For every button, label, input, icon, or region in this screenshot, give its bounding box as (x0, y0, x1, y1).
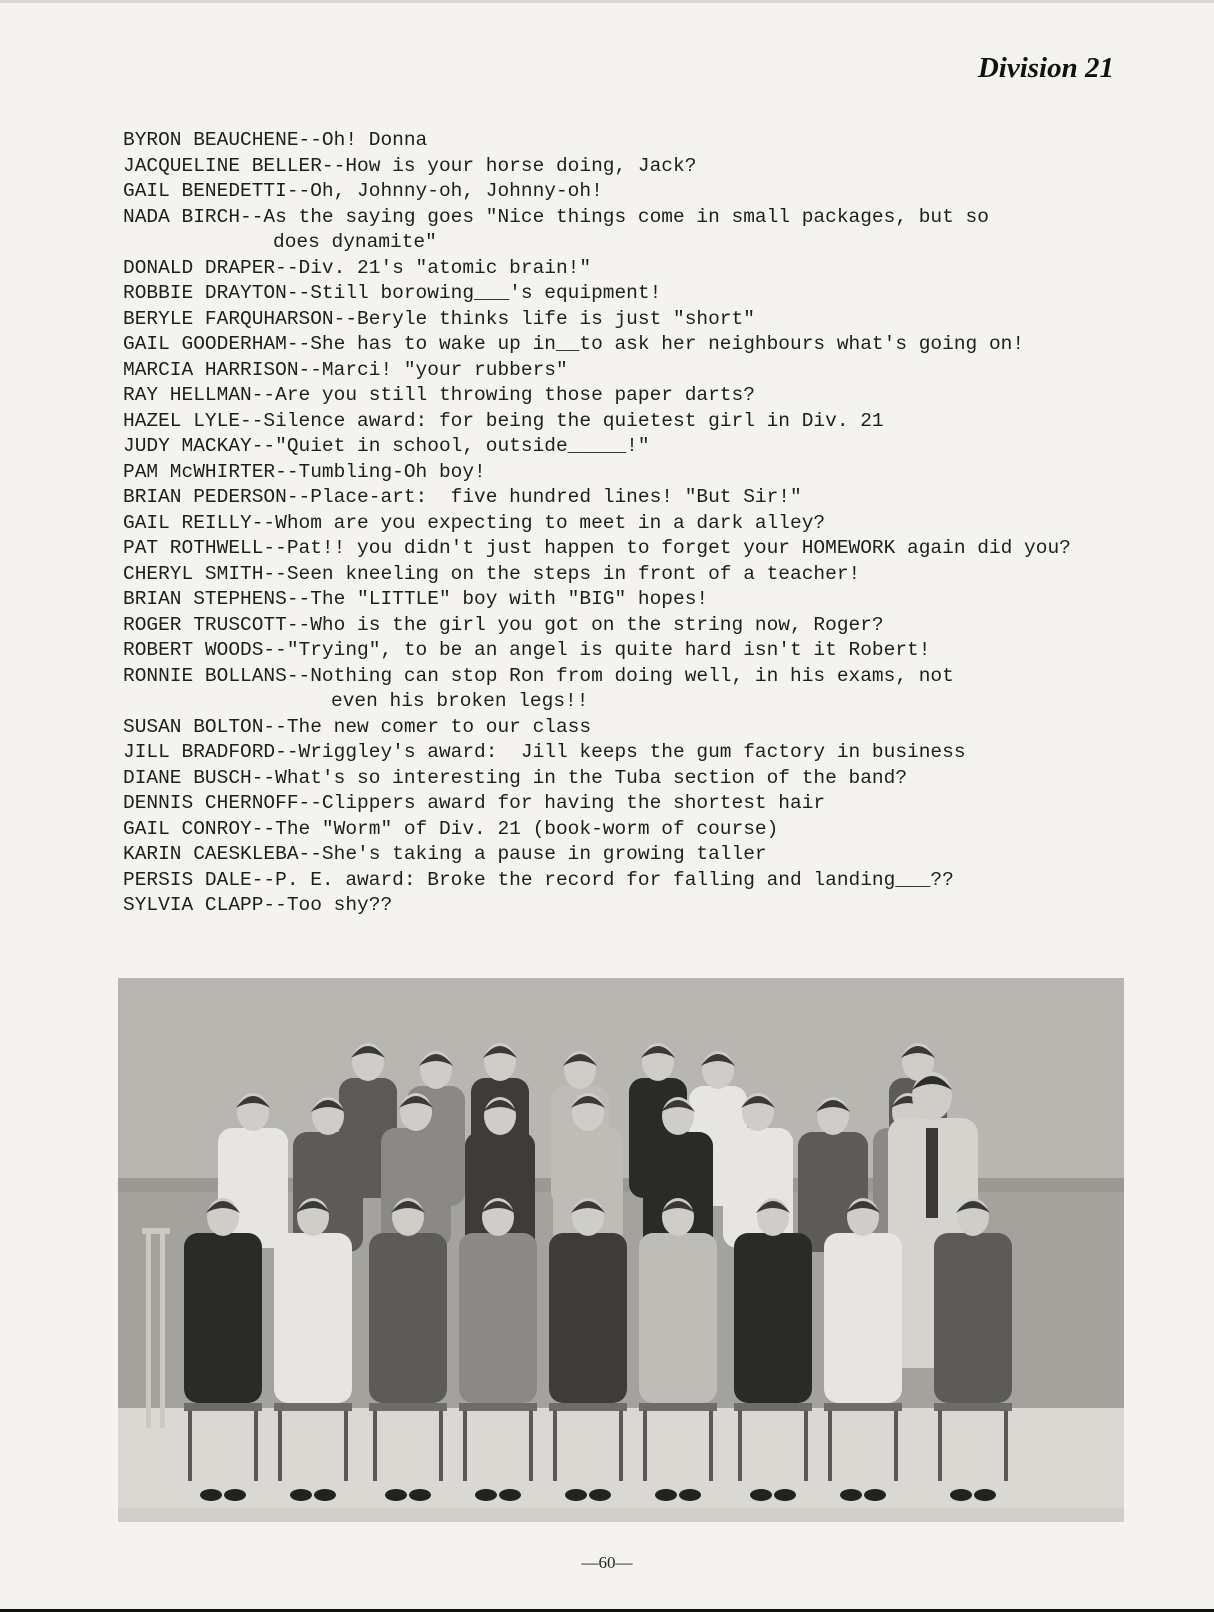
chair-leg (344, 1411, 348, 1481)
chair-leg (1004, 1411, 1008, 1481)
chair-leg (373, 1411, 377, 1481)
student-comment: BYRON BEAUCHENE--Oh! Donna (123, 129, 428, 151)
comment-continuation: even his broken legs!! (331, 690, 589, 712)
student-figure (274, 1233, 352, 1403)
shoe (290, 1489, 312, 1501)
student-comment: DENNIS CHERNOFF--Clippers award for having the shortest hair (123, 792, 826, 814)
student-comment: BRIAN STEPHENS--The "LITTLE" boy with "BIG" hopes! (123, 588, 709, 610)
shoe (950, 1489, 972, 1501)
chair-seat (274, 1403, 352, 1411)
teacher-tie (926, 1128, 938, 1218)
student-comment: SUSAN BOLTON--The new comer to our class (123, 715, 592, 738)
student-figure (369, 1233, 447, 1403)
student-comment: JUDY MACKAY--"Quiet in school, outside_____!" (123, 435, 650, 457)
crutch (146, 1228, 151, 1428)
chair-leg (938, 1411, 942, 1481)
shoe (385, 1489, 407, 1501)
shoe (774, 1489, 796, 1501)
student-comment: RONNIE BOLLANS--Nothing can stop Ron from doing well, in his exams, not (123, 664, 954, 687)
chair-leg (709, 1411, 713, 1481)
student-comment: SYLVIA CLAPP--Too shy?? (123, 894, 393, 916)
crutch (160, 1228, 165, 1428)
chair-leg (643, 1411, 647, 1481)
student-figure (184, 1233, 262, 1403)
chair-leg (619, 1411, 623, 1481)
shoe (565, 1489, 587, 1501)
student-comment: GAIL REILLY--Whom are you expecting to meet in a dark alley? (123, 511, 826, 534)
chair-seat (459, 1403, 537, 1411)
student-comment: GAIL BENEDETTI--Oh, Johnny-oh, Johnny-oh! (123, 180, 603, 202)
chair-seat (184, 1403, 262, 1411)
student-figure (734, 1233, 812, 1403)
student-comment: BRIAN PEDERSON--Place-art: five hundred lines! "But Sir!" (123, 486, 802, 508)
chair-seat (369, 1403, 447, 1411)
chair-leg (553, 1411, 557, 1481)
student-comment: PERSIS DALE--P. E. award: Broke the record for falling and landing___?? (123, 868, 954, 891)
student-comment: DIANE BUSCH--What's so interesting in the Tuba section of the band? (123, 766, 908, 789)
shoe (655, 1489, 677, 1501)
shoe (840, 1489, 862, 1501)
shoe (314, 1489, 336, 1501)
shoe (475, 1489, 497, 1501)
shoe (409, 1489, 431, 1501)
page-number: —60— (581, 1553, 633, 1572)
chair-leg (278, 1411, 282, 1481)
student-comment: BERYLE FARQUHARSON--Beryle thinks life is just "short" (123, 307, 755, 330)
chair-leg (804, 1411, 808, 1481)
chair-leg (828, 1411, 832, 1481)
chair-leg (188, 1411, 192, 1481)
student-comment: RAY HELLMAN--Are you still throwing those paper darts? (123, 384, 755, 406)
student-comment: PAT ROTHWELL--Pat!! you didn't just happen to forget your HOMEWORK again did you? (123, 537, 1071, 559)
student-figure (549, 1233, 627, 1403)
chair-seat (934, 1403, 1012, 1411)
chair-leg (439, 1411, 443, 1481)
student-comment: JACQUELINE BELLER--How is your horse doing, Jack? (123, 154, 697, 177)
class-photo (118, 978, 1124, 1522)
chair-leg (254, 1411, 258, 1481)
student-comment: JILL BRADFORD--Wriggley's award: Jill keeps the gum factory in business (123, 741, 966, 763)
chair-seat (734, 1403, 812, 1411)
shoe (224, 1489, 246, 1501)
student-comment: MARCIA HARRISON--Marci! "your rubbers" (123, 358, 568, 381)
chair-leg (463, 1411, 467, 1481)
student-comment: NADA BIRCH--As the saying goes "Nice things come in small packages, but so (123, 205, 989, 228)
student-figure (934, 1233, 1012, 1403)
student-comment: GAIL GOODERHAM--She has to wake up in__to ask her neighbours what's going on! (123, 333, 1025, 355)
chair-leg (738, 1411, 742, 1481)
shoe (750, 1489, 772, 1501)
shoe (864, 1489, 886, 1501)
shoe (499, 1489, 521, 1501)
photo-floor-edge (118, 1508, 1124, 1522)
page-heading: Division 21 (977, 52, 1114, 84)
student-comments-list (123, 128, 1203, 919)
shoe (589, 1489, 611, 1501)
crutch-top (142, 1228, 170, 1234)
chair-leg (894, 1411, 898, 1481)
student-comment: ROGER TRUSCOTT--Who is the girl you got on the string now, Roger? (123, 613, 884, 636)
shoe (974, 1489, 996, 1501)
student-comment: HAZEL LYLE--Silence award: for being the quietest girl in Div. 21 (123, 409, 884, 432)
student-comment: ROBBIE DRAYTON--Still borowing___'s equipment! (123, 282, 662, 304)
chair-seat (639, 1403, 717, 1411)
student-comment: ROBERT WOODS--"Trying", to be an angel is quite hard isn't it Robert! (123, 639, 931, 661)
student-comment: PAM McWHIRTER--Tumbling-Oh boy! (123, 460, 486, 483)
shoe (679, 1489, 701, 1501)
shoe (200, 1489, 222, 1501)
student-comment: DONALD DRAPER--Div. 21's "atomic brain!" (123, 256, 592, 279)
student-comment: CHERYL SMITH--Seen kneeling on the steps in front of a teacher! (123, 562, 861, 585)
student-comment: KARIN CAESKLEBA--She's taking a pause in growing taller (123, 843, 767, 865)
student-figure (824, 1233, 902, 1403)
comment-continuation: does dynamite" (273, 231, 437, 253)
student-figure (459, 1233, 537, 1403)
student-comment: GAIL CONROY--The "Worm" of Div. 21 (book-worm of course) (123, 817, 779, 840)
chair-seat (549, 1403, 627, 1411)
chair-seat (824, 1403, 902, 1411)
chair-leg (529, 1411, 533, 1481)
class-photo-image (118, 978, 1124, 1522)
top-rule (0, 0, 1214, 3)
student-figure (639, 1233, 717, 1403)
